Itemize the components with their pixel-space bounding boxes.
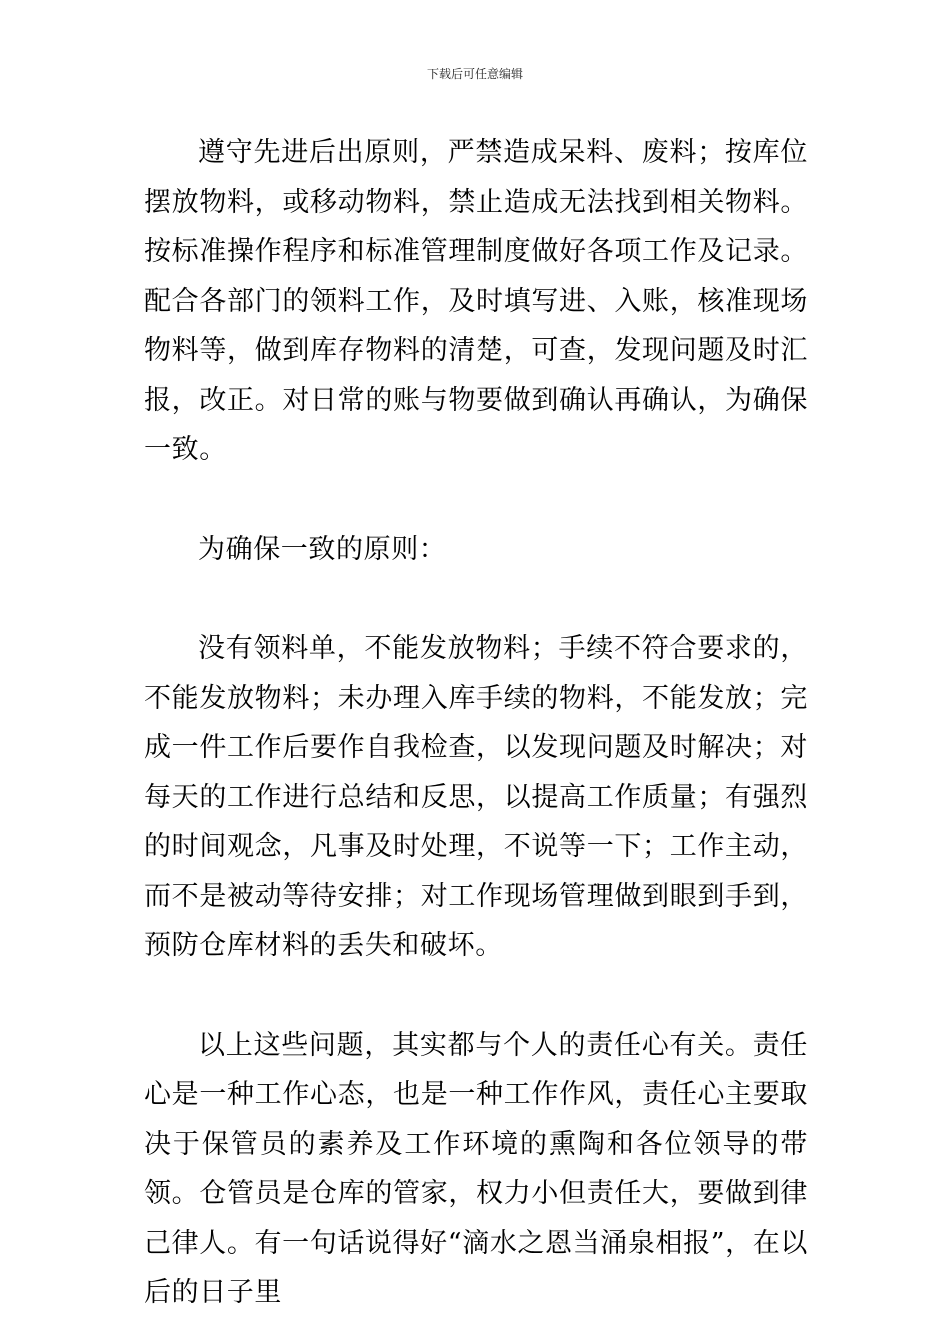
page-header-note: 下载后可任意编辑 bbox=[426, 67, 523, 81]
paragraph-consistency-heading: 为确保一致的原则： bbox=[198, 533, 447, 565]
paragraph-issuing-rules: 没有领料单，不能发放物料；手续不符合要求的，不能发放物料；未办理入库手续的物料，不能发放；完成一件工作后要作自我检查，以发现问题及时解决；对每天的工作进行总结和反思，以提高工作质量；有强烈的时间观念，凡事及时处理，不说等一下；工作主动，而不是被动等待安排；对工作现场管理做到眼到手到，预防仓库材料的丢失和破坏。 bbox=[144, 633, 808, 961]
paragraph-warehouse-principles: 遵守先进后出原则，严禁造成呆料、废料；按库位摆放物料，或移动物料，禁止造成无法找到相关物料。按标准操作程序和标准管理制度做好各项工作及记录。配合各部门的领料工作，及时填写进、入账，核准现场物料等，做到库存物料的清楚，可查，发现问题及时汇报，改正。对日常的账与物要做到确认再确认，为确保一致。 bbox=[144, 137, 808, 465]
document-body bbox=[144, 128, 808, 1318]
paragraph-responsibility: 以上这些问题，其实都与个人的责任心有关。责任心是一种工作心态，也是一种工作作风，责任心主要取决于保管员的素养及工作环境的熏陶和各位领导的带领。仓管员是仓库的管家，权力小但责任大，要做到律己律人。有一句话说得好“滴水之恩当涌泉相报”，在以后的日子里 bbox=[144, 1029, 808, 1308]
